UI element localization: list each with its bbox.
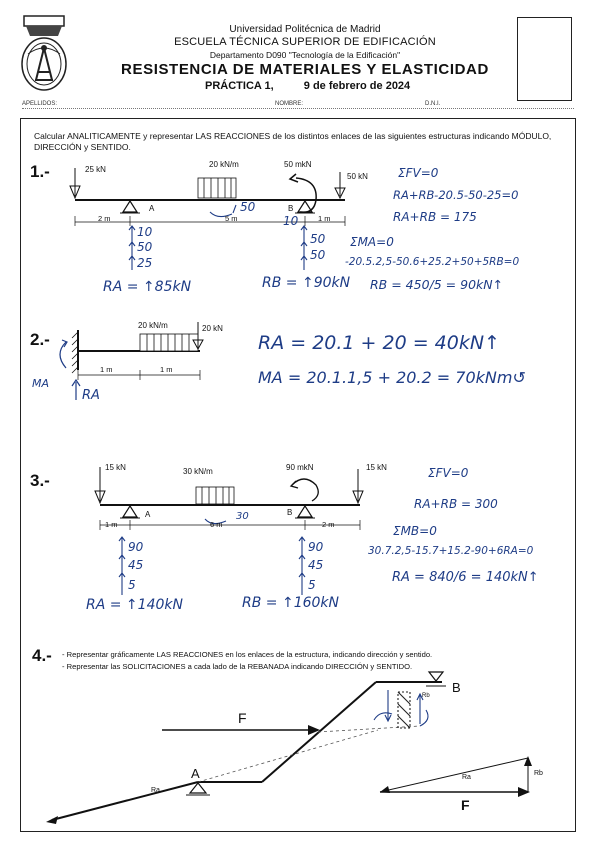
p1-support-a-label: A [149,204,155,213]
p2-dim-1: 1 m [100,365,113,374]
p4-polygon-ra [380,758,528,792]
p3-eq-4: 30.7.2,5-15.7+15.2-90+6RA=0 [368,545,534,557]
instructions-text: Calcular ANALITICAMENTE y representar LAS REACCIONES de los distintos enlaces de las siguientes estructuras indicando MÓDULO, DIRECCIÓN y SENTIDO. [34,131,552,152]
p1-load-50: 50 kN [347,172,368,181]
p1-eq-4: ΣMA=0 [350,235,394,249]
problem2-diagram [0,320,260,410]
p4-left-bar [52,782,198,820]
practice-label: PRÁCTICA 1, [205,80,274,92]
p3-result-rb: RB = ↑160kN [242,595,339,611]
p1-eq-5: -20.5.2,5-50.6+25.2+50+5RB=0 [345,256,520,268]
p3-load-distributed: 30 kN/m [183,467,213,476]
p1-moment-arc [296,178,316,212]
id-photo-box [517,17,572,101]
p1-hand-b-50a: 50 [310,232,326,246]
p2-load-point: 20 kN [202,324,223,333]
p1-dim-2: 5 m [225,214,238,223]
p3-support-a-label: A [145,510,151,519]
p3-hand-b-45: 45 [308,558,324,572]
p4-label-rb: Rb [422,693,430,699]
p3-support-b-label: B [287,508,293,517]
p2-eq-2: MA = 20.1.1,5 + 20.2 = 70kNm↺ [258,368,526,387]
p3-load-moment: 90 mkN [286,463,314,472]
p3-moment-note: 30 [236,511,249,522]
practice-date: 9 de febrero de 2024 [303,80,411,92]
p1-hand-a-50: 50 [137,240,153,254]
p1-hand-a-25: 25 [137,256,153,270]
p4-label-f: F [238,710,247,726]
p1-dim-1: 2 m [98,214,111,223]
p1-hand-b-10: 10 [283,214,299,228]
p4-polygon-label-rb: Rb [534,770,543,777]
p4-support-a [190,783,206,793]
p3-hand-a-45: 45 [128,558,144,572]
p1-result-ra: RA = ↑85kN [103,279,192,295]
department-name: Departamento D090 "Tecnología de la Edificación" [209,50,401,60]
p3-hand-b-5: 5 [308,578,316,592]
p3-eq-3: ΣMB=0 [393,524,437,538]
p3-dim-3: 2 m [322,520,335,529]
p3-eq-1: ΣFV=0 [428,466,469,480]
p1-dim-3: 1 m [318,214,331,223]
problem1-number: 1.- [30,162,50,181]
p2-eq-1: RA = 20.1 + 20 = 40kN↑ [258,332,500,354]
dni-label: D.N.I. [425,101,441,107]
p4-label-ra: Ra [151,787,160,794]
p1-result-rb: RB = ↑90kN [262,275,351,291]
p4-polygon-label-f: F [461,797,470,813]
p3-hand-b-90: 90 [308,540,324,554]
p1-moment-note: 50 [240,200,256,214]
p1-hand-a-10: 10 [137,225,153,239]
problem3-number: 3.- [30,471,50,490]
p1-load-distributed: 20 kN/m [209,160,239,169]
p4-polygon-label-ra: Ra [462,774,471,781]
p4-line-2-text: Representar las SOLICITACIONES a cada lado de la REBANADA indicando DIRECCIÓN y SENTIDO. [66,662,413,671]
problem2-number: 2.- [30,330,50,349]
p3-load-15-left: 15 kN [105,463,126,472]
p3-eq-2: RA+RB = 300 [414,497,498,511]
problem4-number: 4.- [32,646,52,665]
p1-load-moment: 50 mkN [284,160,312,169]
p3-eq-5: RA = 840/6 = 140kN↑ [392,570,539,585]
p2-dim-2: 1 m [160,365,173,374]
p1-eq-3: RA+RB = 175 [393,210,477,224]
p1-eq-6: RB = 450/5 = 90kN↑ [370,277,504,292]
p1-support-a [123,201,137,212]
nombre-label: NOMBRE: [275,101,304,107]
p4-line-1: - Representar gráficamente LAS REACCIONES en los enlaces de la estructura, indicando dirección y sentido. [62,650,433,659]
p3-support-b [298,506,312,517]
university-logo [18,14,70,96]
p1-support-b-label: B [288,204,294,213]
school-name: ESCUELA TÉCNICA SUPERIOR DE EDIFICACIÓN [174,36,436,48]
p3-support-a [123,506,137,517]
p2-load-distributed: 20 kN/m [138,321,168,330]
p3-dim-2: 6 m [210,520,223,529]
p3-hand-a-90: 90 [128,540,144,554]
p4-line-2: - Representar las SOLICITACIONES a cada lado de la REBANADA indicando DIRECCIÓN y SENTIDO. [62,662,413,671]
problem4-diagram [0,670,580,830]
p2-hand-ma: MA [32,377,50,390]
p1-load-25: 25 kN [85,165,106,174]
p4-label-b: B [452,680,461,695]
apellidos-label: APELLIDOS: [22,101,58,107]
apellidos-line [22,108,574,109]
p3-dim-1: 1 m [105,520,118,529]
p2-hand-ra: RA [82,388,100,403]
p1-eq-1: ΣFV=0 [398,166,439,180]
p1-eq-2: RA+RB-20.5-50-25=0 [393,188,519,202]
p4-support-b [429,672,443,681]
p3-hand-a-5: 5 [128,578,136,592]
p3-moment-arc [292,479,318,501]
p4-line-1-text: Representar gráficamente LAS REACCIONES en los enlaces de la estructura, indicando dirección y sentido. [66,650,433,659]
p4-label-a: A [191,766,200,781]
practice-line [205,80,410,92]
p1-hand-b-50b: 50 [310,248,326,262]
p3-result-ra: RA = ↑140kN [86,597,183,613]
course-title: RESISTENCIA DE MATERIALES Y ELASTICIDAD [121,61,489,78]
university-name: Universidad Politécnica de Madrid [229,24,381,35]
p3-load-15-right: 15 kN [366,463,387,472]
